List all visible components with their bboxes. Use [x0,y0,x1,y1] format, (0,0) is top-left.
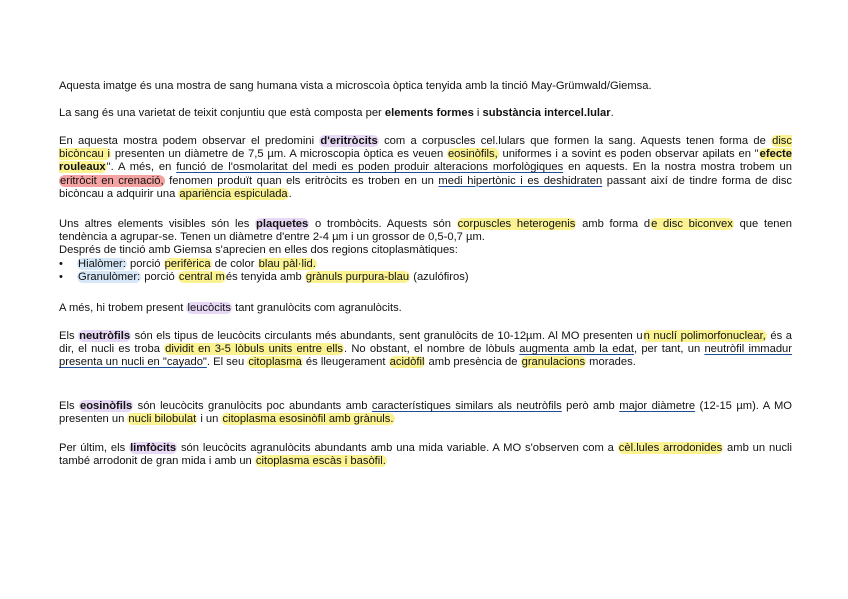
paragraph-eritrocits [59,135,792,201]
underlined-text: augmenta amb la edat [519,343,634,356]
highlight: corpuscles heterogenis [457,218,576,230]
bullet: • [59,270,63,283]
highlight-blue: Granulòmer: [78,270,141,283]
highlight-term: eosinòfils [79,400,133,412]
text: porció [126,257,164,270]
text: és lleugerament [302,356,389,369]
text: uniformes i a sovint es poden observar apilats en " [498,148,759,161]
bullet: • [59,257,63,270]
text: , per tant, un [633,343,705,356]
text: Per últim, els [59,442,130,454]
bold-term: substància intercel.lular [482,107,611,119]
highlight-term: neutròfils [79,330,131,342]
text: són leucòcits granulòcits poc abundants amb [133,400,372,412]
paragraph-plaquetes [59,218,792,284]
paragraph-intro [59,80,792,93]
text: ". A més, en [106,161,177,174]
text: presenten un diàmetre de 7,5 µm. A microscopia òptica es veuen [111,148,447,161]
highlight: n nuclí polimorfonuclear, [643,330,766,342]
text: són els tipus de leucòcits circulants més abundants, sent granulòcits de 10-12µm. Al MO presenten u [131,330,643,342]
highlight-purple: leucòcits [187,302,232,314]
text: Els [59,400,79,412]
underlined-text: característiques similars als neutròfils [371,400,562,412]
text: Uns altres elements visibles són les [59,218,256,230]
text: (12-15 µm). A MO presenten un [59,400,793,426]
highlight: apariència espiculada [179,187,288,200]
highlight-red: eritròcit en crenació, [60,174,164,187]
text: (azulófiros) [410,270,469,283]
text: passant així de tindre forma de disc bicòncau a adquirir una [59,174,793,200]
highlight: dividit en 3-5 lòbuls units entre ells [165,343,343,356]
text: amb un nucli també arrodonit de gran mida i amb un [59,442,793,468]
highlight: granulacions [521,356,586,369]
paragraph-eosinofils [59,400,792,426]
highlight: acidòfil [389,356,425,369]
highlight: central m [178,270,225,283]
highlight-blue: Hialòmer: [78,257,126,270]
text: A més, hi trobem present [59,302,187,314]
highlight: grànuls purpura-blau [305,270,410,283]
text: i un [197,413,222,426]
highlight: eosinòfils, [447,148,498,161]
text: . [610,107,614,119]
paragraph-neutrofils [59,330,792,370]
highlight: cèl.lules arrodonides [618,442,723,454]
paragraph-blood-definition [59,107,792,120]
highlight: nucli bilobulat [128,413,197,426]
paragraph-leucocits [59,302,792,315]
text: però amb [561,400,620,412]
text: . El seu [206,356,248,369]
text: porció [141,270,178,283]
text: La sang és una varietat de teixit conjuntiu que està composta per [59,107,385,119]
underlined-text: medi hipertònic i es deshidraten [438,174,603,187]
text: . [288,187,292,200]
text: són leucòcits agranulòcits abundants amb una mida variable. A MO s'observen com a [177,442,618,454]
paragraph-limfocits [59,442,792,468]
highlight-term: d'eritròcits [320,135,378,147]
text: en aquests. En la nostra mostra trobem un [563,161,792,174]
text: com a corpuscles cel.lulars que formen la sang. Aquests tenen forma de [378,135,772,147]
text: és tenyida amb [225,270,305,283]
text: morades. [586,356,636,369]
text: i [473,107,483,119]
text: fenomen produït quan els eritròcits es troben en un [164,174,439,187]
highlight: e disc biconvex [651,218,733,230]
text: que tenen tendència a agrupar-se. Tenen un diàmetre d'entre 2-4 µm i un grossor de 0,5-0,7 µm. [59,218,792,244]
text: tant granulòcits com agranulòcits. [232,302,402,314]
highlight: blau pàl·lid. [258,257,316,270]
text: o trombòcits. Aquests són [309,218,457,230]
highlight-term: plaquetes [256,218,309,230]
text: amb presència de [425,356,521,369]
text: és a dir, el nucli es troba [59,330,792,356]
highlight: citoplasma esosinòfil amb grànuls. [222,413,394,426]
underlined-text: neutròfil immadur presenta un nucli en "cayado" [59,343,792,369]
underlined-text: funció de l'osmolaritat del medi es poden produir alteracions morfològiques [176,161,564,174]
highlight: citoplasma escàs i basòfil. [255,455,386,468]
text: Després de tinció amb Giemsa s'aprecien en elles dos regions citoplasmàtiques: [59,244,458,257]
highlight: disc bicòncau i [59,135,792,161]
highlight: perifèrica [164,257,211,270]
text: En aquesta mostra podem observar el predomini [59,135,320,147]
text: . No obstant, el nombre de lòbuls [344,343,520,356]
intro-text: Aquesta imatge és una mostra de sang humana vista a microscoìa òptica tenyida amb la tinció May-Grümwald/Giemsa. [59,80,652,92]
highlight-term: efecte rouleaux [59,148,792,174]
highlight: citoplasma [248,356,302,369]
highlight-term: limfòcits [130,442,177,454]
text: de color [211,257,258,270]
underlined-text: major diàmetre [619,400,696,412]
bold-term: elements formes [384,107,474,119]
text: Els [59,330,79,342]
text: amb forma d [576,218,651,230]
